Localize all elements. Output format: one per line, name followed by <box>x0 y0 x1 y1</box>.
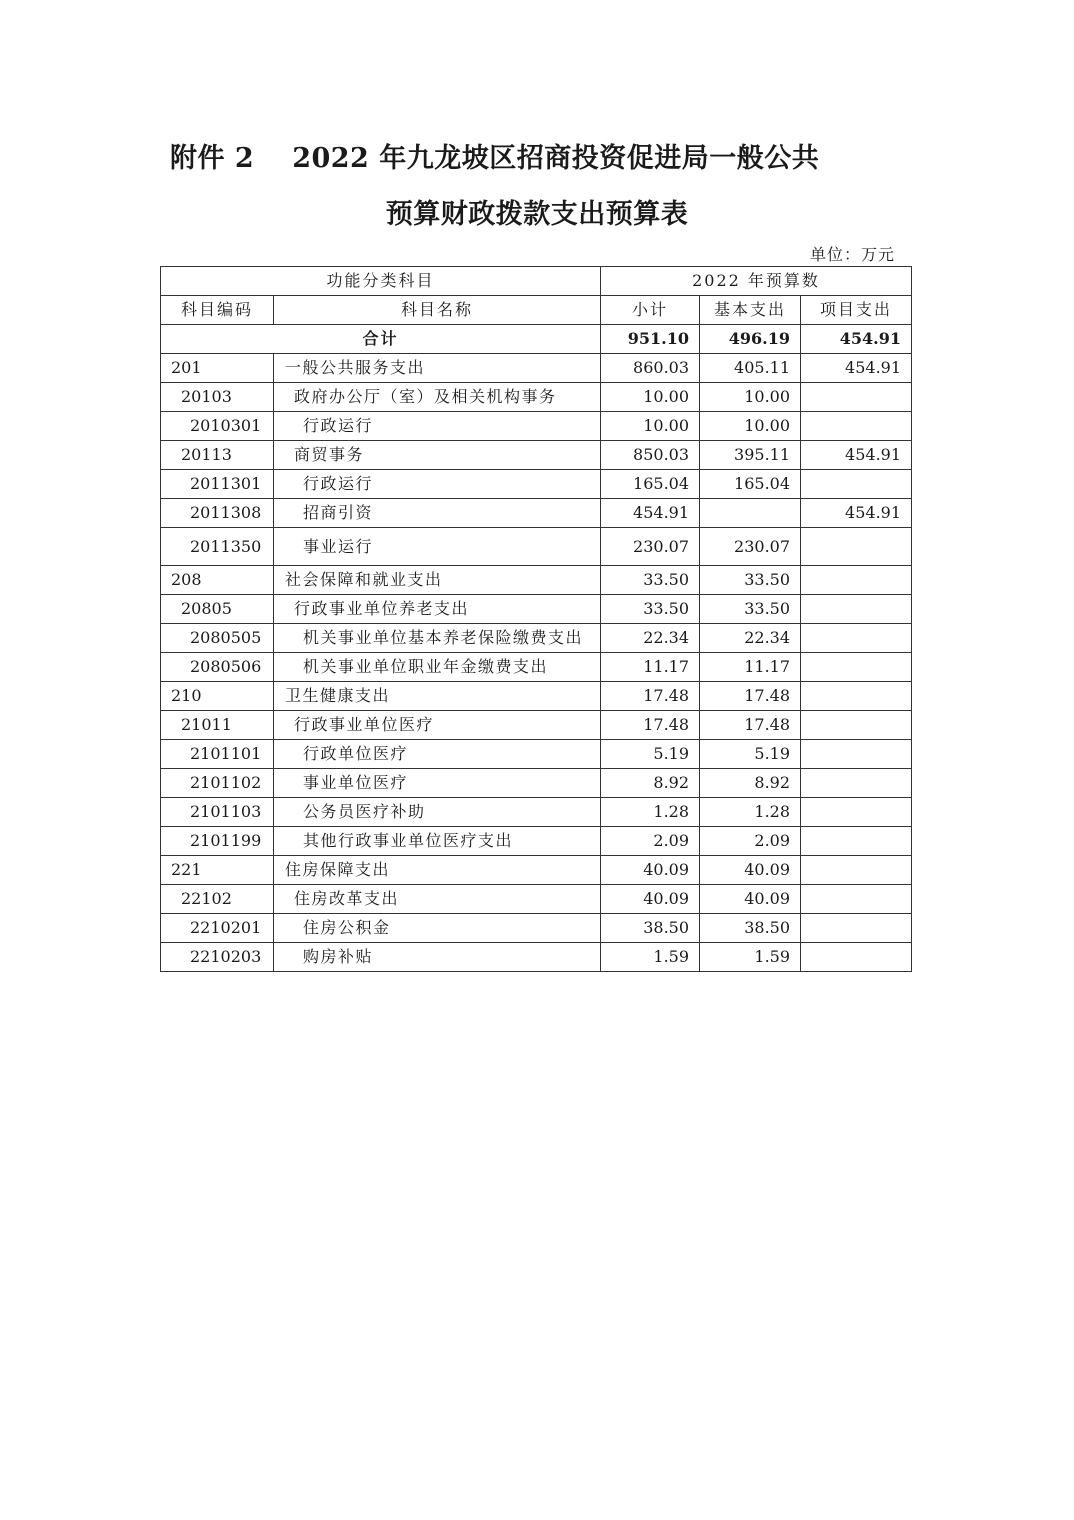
row-project <box>801 711 912 740</box>
title-text-line1: 2022 年九龙坡区招商投资促进局一般公共 <box>292 143 820 174</box>
total-subtotal: 951.10 <box>601 325 700 354</box>
row-project: 454.91 <box>801 441 912 470</box>
page-title-line1 <box>170 136 819 175</box>
row-name: 机关事业单位职业年金缴费支出 <box>274 653 601 682</box>
table-row <box>161 499 912 528</box>
row-code: 2010301 <box>161 412 274 441</box>
row-basic: 1.28 <box>700 798 801 827</box>
row-code: 221 <box>161 856 274 885</box>
attachment-label: 附件 2 <box>170 143 255 174</box>
table-row <box>161 412 912 441</box>
row-subtotal: 1.28 <box>601 798 700 827</box>
row-project <box>801 412 912 441</box>
table-row <box>161 595 912 624</box>
table-row <box>161 354 912 383</box>
row-basic: 8.92 <box>700 769 801 798</box>
header-row-group <box>161 267 912 296</box>
row-subtotal: 33.50 <box>601 566 700 595</box>
row-project: 454.91 <box>801 499 912 528</box>
row-name: 卫生健康支出 <box>274 682 601 711</box>
row-subtotal: 8.92 <box>601 769 700 798</box>
row-basic: 405.11 <box>700 354 801 383</box>
row-project <box>801 470 912 499</box>
row-code: 210 <box>161 682 274 711</box>
row-basic: 5.19 <box>700 740 801 769</box>
row-basic: 17.48 <box>700 682 801 711</box>
row-name: 住房保障支出 <box>274 856 601 885</box>
row-subtotal: 10.00 <box>601 412 700 441</box>
row-subtotal: 850.03 <box>601 441 700 470</box>
row-name: 社会保障和就业支出 <box>274 566 601 595</box>
header-name: 科目名称 <box>274 296 601 325</box>
row-name: 事业单位医疗 <box>274 769 601 798</box>
row-project <box>801 595 912 624</box>
total-label: 合计 <box>161 325 601 354</box>
total-row <box>161 325 912 354</box>
row-basic: 38.50 <box>700 914 801 943</box>
row-code: 20113 <box>161 441 274 470</box>
row-subtotal: 17.48 <box>601 711 700 740</box>
header-code: 科目编码 <box>161 296 274 325</box>
row-subtotal: 2.09 <box>601 827 700 856</box>
row-name: 招商引资 <box>274 499 601 528</box>
table-row <box>161 624 912 653</box>
row-name: 行政单位医疗 <box>274 740 601 769</box>
row-subtotal: 1.59 <box>601 943 700 972</box>
row-basic: 10.00 <box>700 383 801 412</box>
row-name: 事业运行 <box>274 528 601 566</box>
table-row <box>161 441 912 470</box>
table-row <box>161 682 912 711</box>
row-code: 2101103 <box>161 798 274 827</box>
row-basic: 1.59 <box>700 943 801 972</box>
row-project: 454.91 <box>801 354 912 383</box>
row-basic: 10.00 <box>700 412 801 441</box>
row-code: 20103 <box>161 383 274 412</box>
row-project <box>801 798 912 827</box>
row-basic: 17.48 <box>700 711 801 740</box>
row-project <box>801 740 912 769</box>
row-basic: 33.50 <box>700 595 801 624</box>
header-row-columns <box>161 296 912 325</box>
total-project: 454.91 <box>801 325 912 354</box>
row-code: 2210203 <box>161 943 274 972</box>
row-project <box>801 566 912 595</box>
row-subtotal: 10.00 <box>601 383 700 412</box>
row-basic: 165.04 <box>700 470 801 499</box>
row-basic: 395.11 <box>700 441 801 470</box>
row-name: 一般公共服务支出 <box>274 354 601 383</box>
row-project <box>801 653 912 682</box>
row-name: 行政运行 <box>274 470 601 499</box>
row-code: 2080506 <box>161 653 274 682</box>
row-project <box>801 943 912 972</box>
row-subtotal: 11.17 <box>601 653 700 682</box>
row-project <box>801 769 912 798</box>
table-row <box>161 943 912 972</box>
row-subtotal: 22.34 <box>601 624 700 653</box>
row-name: 行政事业单位医疗 <box>274 711 601 740</box>
table-row <box>161 798 912 827</box>
row-subtotal: 40.09 <box>601 885 700 914</box>
row-name: 购房补贴 <box>274 943 601 972</box>
header-basic: 基本支出 <box>700 296 801 325</box>
header-function-category: 功能分类科目 <box>161 267 601 296</box>
row-subtotal: 40.09 <box>601 856 700 885</box>
row-subtotal: 5.19 <box>601 740 700 769</box>
row-project <box>801 856 912 885</box>
header-project: 项目支出 <box>801 296 912 325</box>
row-name: 住房改革支出 <box>274 885 601 914</box>
row-subtotal: 454.91 <box>601 499 700 528</box>
table-row <box>161 885 912 914</box>
row-project <box>801 682 912 711</box>
row-project <box>801 827 912 856</box>
table-row <box>161 914 912 943</box>
table-row <box>161 711 912 740</box>
row-name: 行政运行 <box>274 412 601 441</box>
row-name: 政府办公厅（室）及相关机构事务 <box>274 383 601 412</box>
table-row <box>161 856 912 885</box>
row-basic: 40.09 <box>700 885 801 914</box>
table-row <box>161 769 912 798</box>
row-name: 商贸事务 <box>274 441 601 470</box>
row-code: 22102 <box>161 885 274 914</box>
row-subtotal: 230.07 <box>601 528 700 566</box>
row-basic: 22.34 <box>700 624 801 653</box>
row-project <box>801 528 912 566</box>
row-code: 2101102 <box>161 769 274 798</box>
row-subtotal: 860.03 <box>601 354 700 383</box>
row-subtotal: 17.48 <box>601 682 700 711</box>
row-basic: 40.09 <box>700 856 801 885</box>
row-name: 住房公积金 <box>274 914 601 943</box>
row-project <box>801 885 912 914</box>
budget-table <box>160 266 912 972</box>
table-row <box>161 383 912 412</box>
row-subtotal: 38.50 <box>601 914 700 943</box>
row-project <box>801 624 912 653</box>
table-row <box>161 827 912 856</box>
table-row <box>161 566 912 595</box>
table-row <box>161 528 912 566</box>
header-subtotal: 小计 <box>601 296 700 325</box>
row-code: 201 <box>161 354 274 383</box>
total-basic: 496.19 <box>700 325 801 354</box>
row-code: 2210201 <box>161 914 274 943</box>
row-basic: 2.09 <box>700 827 801 856</box>
row-name: 行政事业单位养老支出 <box>274 595 601 624</box>
page-title-line2: 预算财政拨款支出预算表 <box>385 199 689 230</box>
row-name: 机关事业单位基本养老保险缴费支出 <box>274 624 601 653</box>
table-row <box>161 740 912 769</box>
table-row <box>161 470 912 499</box>
unit-label: 单位：万元 <box>810 245 896 264</box>
row-basic: 230.07 <box>700 528 801 566</box>
row-project <box>801 383 912 412</box>
row-subtotal: 165.04 <box>601 470 700 499</box>
row-name: 其他行政事业单位医疗支出 <box>274 827 601 856</box>
row-code: 208 <box>161 566 274 595</box>
row-name: 公务员医疗补助 <box>274 798 601 827</box>
row-code: 21011 <box>161 711 274 740</box>
row-basic: 33.50 <box>700 566 801 595</box>
row-code: 2011301 <box>161 470 274 499</box>
row-subtotal: 33.50 <box>601 595 700 624</box>
row-code: 2011350 <box>161 528 274 566</box>
row-code: 2080505 <box>161 624 274 653</box>
row-code: 2101101 <box>161 740 274 769</box>
row-basic: 11.17 <box>700 653 801 682</box>
table-row <box>161 653 912 682</box>
row-project <box>801 914 912 943</box>
row-code: 2101199 <box>161 827 274 856</box>
row-code: 2011308 <box>161 499 274 528</box>
row-basic <box>700 499 801 528</box>
row-code: 20805 <box>161 595 274 624</box>
header-budget-year: 2022 年预算数 <box>601 267 912 296</box>
